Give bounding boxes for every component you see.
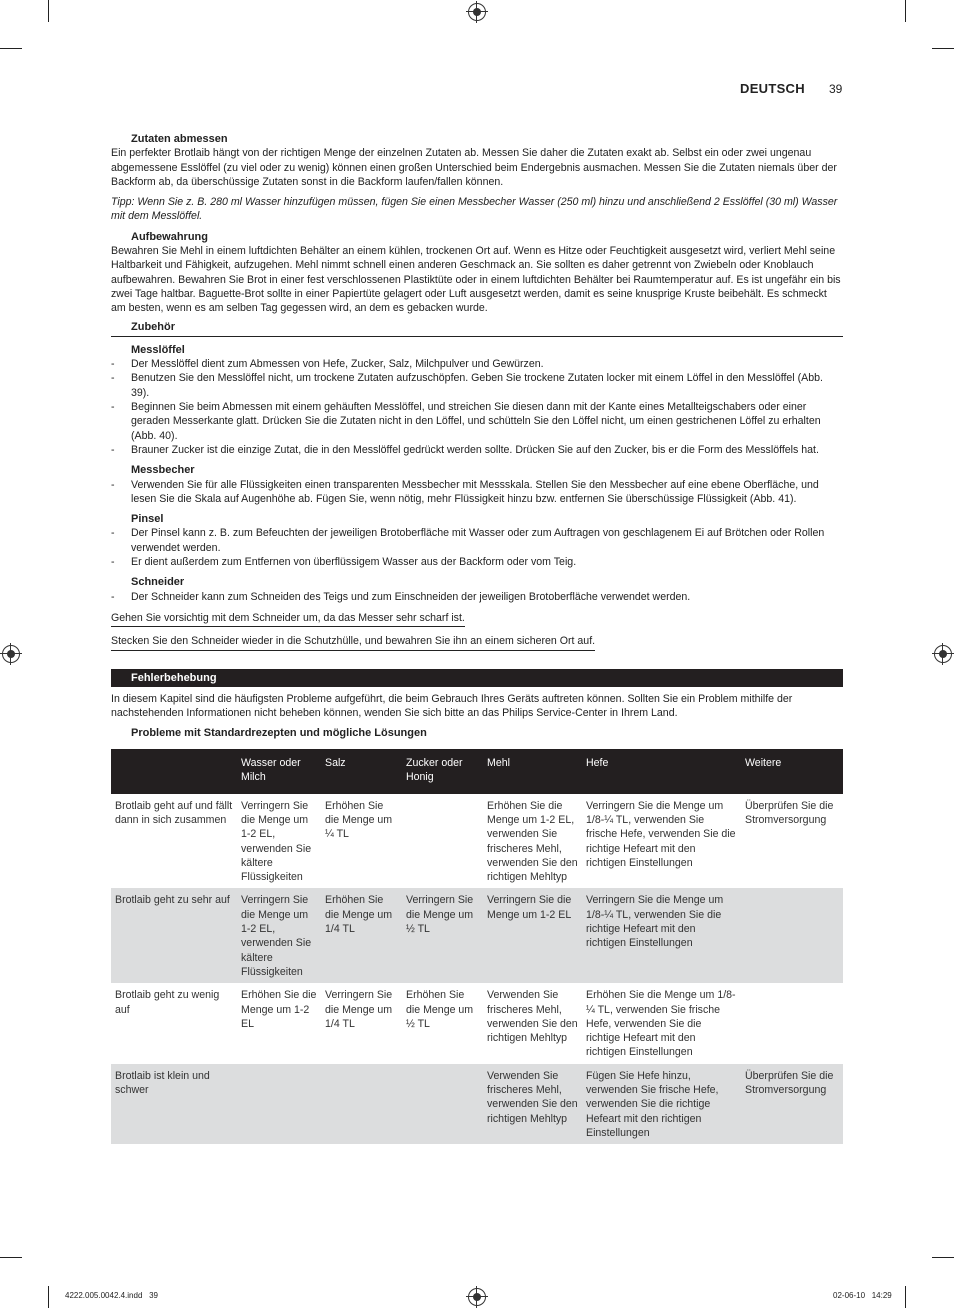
column-header: Zucker oder Honig [402, 749, 483, 794]
paragraph: Bewahren Sie Mehl in einem luftdichten Behälter an einem kühlen, trockenen Ort auf. Wenn es Hitze oder Feuchtigkeit ausgesetzt wird, verliert Mehl seine Haltbarkeit und Fähigkeit, aufzugehen. Mehl nimmt schnell einen anderen Geschmack an. Sie sollten es daher getrennt von Zwiebeln oder Knoblauch aufbewahren. Bewahren Sie Brot in einer fest verschlossenen Plastiktüte oder in einem luftdichten Behälter bei Raumtemperatur auf. Es ist ungefähr ein bis zwei Tage haltbar. Baguette-Brot sollte in einer Papiertüte gelagert oder Luft ausgesetzt werden, damit es seine knusprige Kruste beibehält. Es schmeckt am besten, wenn es am selben Tag gegessen wird, an dem es gebacken wurde. [111, 245, 841, 315]
bullet-list [111, 478, 843, 507]
bullet-list [111, 590, 843, 604]
table-header-row [111, 749, 843, 794]
table-cell: Brotlaib geht auf und fällt dann in sich zusammen [115, 799, 233, 826]
table-cell: Erhöhen Sie die Menge um 1/4 TL [321, 888, 402, 983]
section-heading: Aufbewahrung [131, 230, 208, 243]
table-cell: Verringern Sie die Menge um 1/8-¼ TL, verwenden Sie die richtige Hefeart mit den richtigen Einstellungen [582, 888, 741, 983]
table-cell [321, 1064, 402, 1144]
column-header: Weitere [741, 749, 843, 794]
column-header: Hefe [582, 749, 741, 794]
tip-paragraph: Tipp: Wenn Sie z. B. 280 ml Wasser hinzufügen müssen, fügen Sie einen Messbecher Wasser (250 ml) hinzu und anschließend 2 Esslöffel (30 ml) Wasser mit dem Messlöffel. [111, 196, 838, 223]
crop-mark [905, 0, 906, 22]
crop-mark [932, 48, 954, 49]
crop-mark [48, 1286, 49, 1308]
list-item: - Der Messlöffel dient zum Abmessen von Hefe, Zucker, Salz, Milchpulver und Gewürzen. [111, 357, 843, 371]
list-item: - Brauner Zucker ist die einzige Zutat, die in den Messlöffel gedrückt werden sollte. Drücken Sie auf den Zucker, bis er die Form des Messlöffels hat. [111, 443, 843, 457]
table-cell: Brotlaib geht zu sehr auf [111, 888, 237, 983]
table-cell [402, 794, 483, 889]
section-heading: Schneider [131, 576, 185, 589]
table-cell: Verwenden Sie frischeres Mehl, verwenden Sie den richtigen Mehltyp [487, 989, 578, 1045]
section-heading: Messbecher [131, 464, 195, 477]
table-cell: Verringern Sie die Menge um 1-2 EL, verwenden Sie kältere Flüssigkeiten [241, 799, 312, 884]
column-header: Salz [321, 749, 402, 794]
warning-text: Gehen Sie vorsichtig mit dem Schneider um, da das Messer sehr scharf ist. [111, 611, 465, 627]
bullet-list [111, 357, 843, 457]
list-item: - Der Pinsel kann z. B. zum Befeuchten der jeweiligen Brotoberfläche mit Wasser oder zum Auftragen von geschlagenem Ei auf Brötchen oder Rollen verwendet werden. [111, 526, 843, 555]
table-cell: Verringern Sie die Menge um 1/4 TL [325, 989, 393, 1030]
list-item: - Er dient außerdem zum Entfernen von überflüssigem Wasser aus der Backform oder vom Teig. [111, 555, 843, 569]
table-row [111, 794, 843, 889]
paragraph: Ein perfekter Brotlaib hängt von der richtigen Menge der einzelnen Zutaten ab. Messen Sie daher die Zutaten exakt ab. Selbst ein oder zwei ungenau abgemessene Esslöffel (zu viel oder zu wenig) können einen großen Unterschied beim Endergebnis ausmachen. Messen Sie die Zutaten niemals über der Backform ab, da überschüssige Zutaten sonst in die Backform laufen/fallen können. [111, 147, 837, 188]
crop-mark [905, 1286, 906, 1308]
table-cell: Verwenden Sie frischeres Mehl, verwenden Sie den richtigen Mehltyp [483, 1064, 582, 1144]
footer-date-label: 02-06-10 14:29 [833, 1291, 892, 1300]
table-cell: Verringern Sie die Menge um 1-2 EL [483, 888, 582, 983]
table-cell: Überprüfen Sie die Stromversorgung [745, 799, 834, 826]
page-number: 39 [829, 82, 843, 96]
crop-mark [48, 0, 49, 22]
table-cell: Erhöhen Sie die Menge um 1/8-¼ TL, verwenden Sie frische Hefe, verwenden Sie die richtige Hefeart mit den richtigen Einstellungen [586, 989, 736, 1059]
crop-mark [0, 1257, 22, 1258]
crop-mark [0, 48, 22, 49]
table-cell: Erhöhen Sie die Menge um 1-2 EL, verwenden Sie frischeres Mehl, verwenden Sie den richtigen Mehltyp [487, 799, 578, 884]
registration-mark-icon [934, 645, 952, 663]
table-cell: Brotlaib ist klein und schwer [111, 1064, 237, 1144]
table-cell: Erhöhen Sie die Menge um ½ TL [406, 989, 474, 1030]
registration-mark-icon [2, 645, 20, 663]
table-row [111, 1064, 843, 1144]
table-cell: Fügen Sie Hefe hinzu, verwenden Sie frische Hefe, verwenden Sie die richtige Hefeart mit den richtigen Einstellungen [582, 1064, 741, 1144]
troubleshooting-table [111, 749, 843, 1145]
table-cell: Brotlaib geht zu wenig auf [115, 989, 220, 1016]
column-header [111, 749, 237, 794]
table-cell [741, 983, 843, 1063]
table-cell [402, 1064, 483, 1144]
section-heading: Zutaten abmessen [131, 133, 228, 145]
list-item: - Der Schneider kann zum Schneiden des Teigs und zum Einschneiden der jeweiligen Brotoberfläche verwendet werden. [111, 590, 843, 604]
crop-mark [932, 1257, 954, 1258]
table-cell [237, 1064, 321, 1144]
table-cell: Überprüfen Sie die Stromversorgung [741, 1064, 843, 1144]
language-label: DEUTSCH [740, 81, 805, 96]
list-item: - Benutzen Sie den Messlöffel nicht, um trockene Zutaten aufzuschöpfen. Geben Sie trockene Zutaten locker mit einem Löffel in den Messlöffel (Abb. 39). [111, 371, 843, 400]
section-heading: Pinsel [131, 513, 164, 526]
warning-text: Stecken Sie den Schneider wieder in die Schutzhülle, und bewahren Sie ihn an einem sicheren Ort auf. [111, 634, 595, 650]
column-header: Wasser oder Milch [237, 749, 321, 794]
list-item: - Verwenden Sie für alle Flüssigkeiten einen transparenten Messbecher mit Messskala. Stellen Sie den Messbecher auf eine ebene Oberfläche, und lesen Sie die Skala auf Augenhöhe ab. Fügen Sie, wenn nötig, mehr Flüssigkeit hinzu bzw. entfernen Sie überschüssige Flüssigkeit (Abb. 41). [111, 478, 843, 507]
table-cell: Erhöhen Sie die Menge um ¼ TL [325, 799, 393, 841]
table-row [111, 888, 843, 983]
section-heading: Messlöffel [131, 343, 185, 356]
paragraph: In diesem Kapitel sind die häufigsten Probleme aufgeführt, die beim Gebrauch Ihres Geräts auftreten können. Sollten Sie ein Problem mithilfe der nachstehenden Informationen nicht beheben können, wenden Sie sich bitte an das Philips Service-Center in Ihrem Land. [111, 692, 793, 720]
bullet-list [111, 526, 843, 569]
table-cell: Verringern Sie die Menge um 1/8-¼ TL, verwenden Sie frische Hefe, verwenden Sie die richtige Hefeart mit den richtigen Einstellungen [586, 799, 736, 869]
table-cell: Verringern Sie die Menge um ½ TL [402, 888, 483, 983]
list-item: - Beginnen Sie beim Abmessen mit einem gehäuften Messlöffel, und streichen Sie diesen dann mit der Kante eines Metallteigschabers oder einer geraden Messerkante glatt. Drücken Sie die Zutaten nicht in den Löffel, und schütteln Sie den Löffel nicht, um einen gestrichenen Löffel zu erhalten (Abb. 40). [111, 400, 843, 443]
registration-mark-icon [468, 3, 486, 21]
table-title: Probleme mit Standardrezepten und mögliche Lösungen [131, 727, 427, 740]
table-cell [741, 888, 843, 983]
table-row [111, 983, 843, 1063]
footer-file-label: 4222.005.0042.4.indd 39 [65, 1291, 158, 1300]
section-heading-zubehoer: Zubehör [111, 320, 843, 337]
table-cell: Verringern Sie die Menge um 1-2 EL, verwenden Sie kältere Flüssigkeiten [237, 888, 321, 983]
column-header: Mehl [483, 749, 582, 794]
table-cell: Erhöhen Sie die Menge um 1-2 EL [241, 989, 317, 1030]
registration-mark-icon [468, 1288, 486, 1306]
section-heading-fehlerbehebung: Fehlerbehebung [111, 669, 843, 687]
main-content [111, 132, 843, 1144]
